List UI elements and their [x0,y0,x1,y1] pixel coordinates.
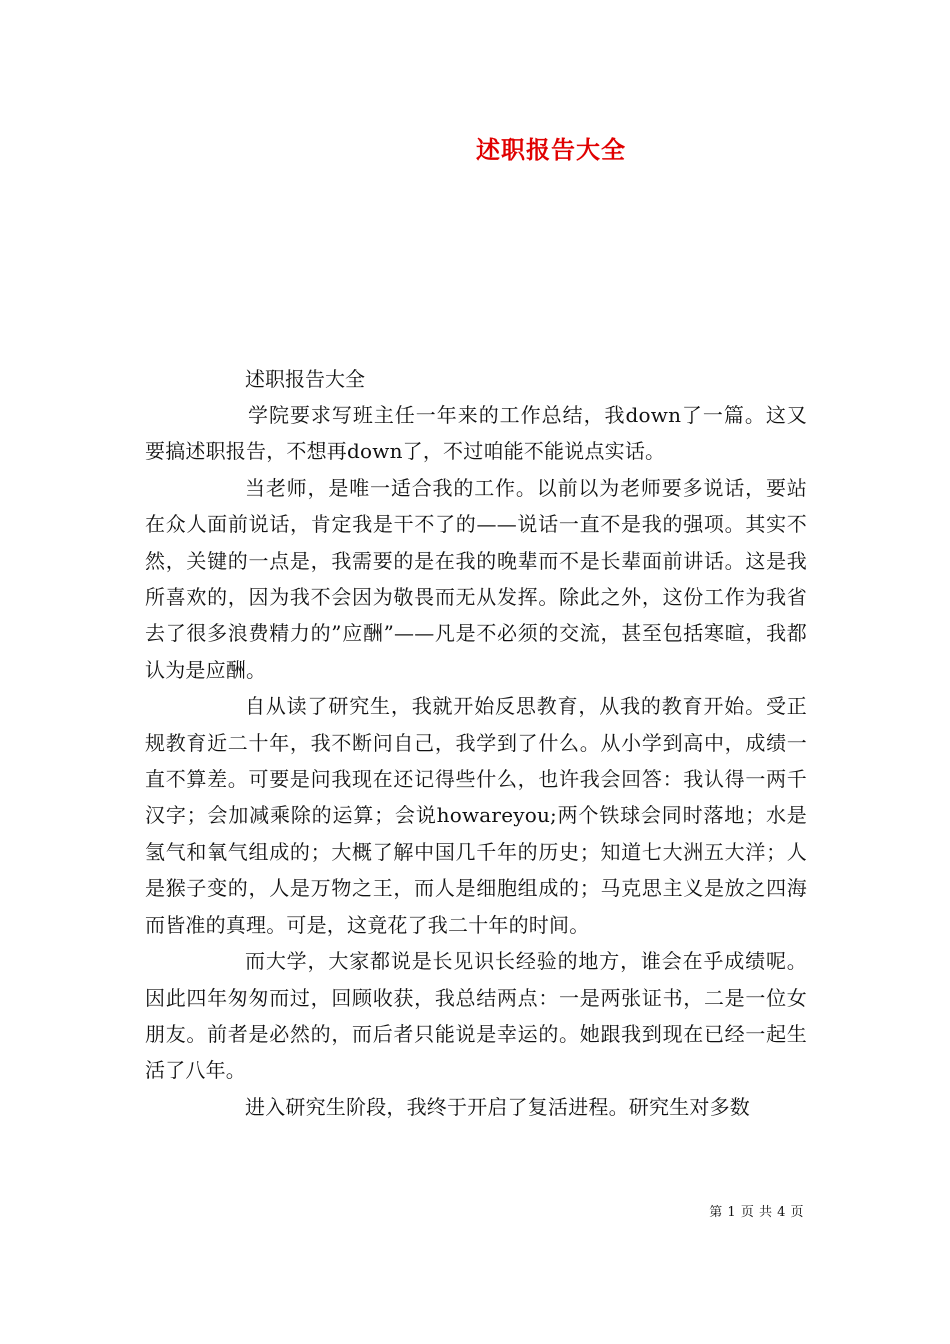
paragraph: 而大学，大家都说是长见识长经验的地方，谁会在乎成绩呢。因此四年匆匆而过，回顾收获，我总结两点：一是两张证书，二是一位女朋友。前者是必然的，而后者只能说是幸运的。她跟我到现在已经一起生活了八年。 [145,949,807,1083]
paragraph: 学院要求写班主任一年来的工作总结，我down了一篇。这又要搞述职报告，不想再down了，不过咱能不能说点实话。 [145,403,807,464]
paragraph: 当老师，是唯一适合我的工作。以前以为老师要多说话，要站在众人面前说话，肯定我是干不了的——说话一直不是我的强项。其实不然，关键的一点是，我需要的是在我的晚辈而不是长辈面前讲话。这是我所喜欢的，因为我不会因为敬畏而无从发挥。除此之外，这份工作为我省去了很多浪费精力的”应酬”——凡是不必须的交流，甚至包括寒暄，我都认为是应酬。 [145,475,807,682]
page-number-footer: 第 1 页 共 4 页 [709,1205,804,1220]
paragraph: 进入研究生阶段，我终于开启了复活进程。研究生对多数 [245,1094,750,1119]
document-subtitle: 述职报告大全 [245,367,365,391]
document-body [145,361,807,1125]
paragraph: 自从读了研究生，我就开始反思教育，从我的教育开始。受正规教育近二十年，我不断问自己，我学到了什么。从小学到高中，成绩一直不算差。可要是问我现在还记得些什么，也许我会回答：我认得一两千汉字；会加减乘除的运算；会说howareyou;两个铁球会同时落地；水是氢气和氧气组成的；大概了解中国几千年的历史；知道七大洲五大洋；人是猴子变的，人是万物之王，而人是细胞组成的；马克思主义是放之四海而皆准的真理。可是，这竟花了我二十年的时间。 [145,694,807,937]
document-title: 述职报告大全 [476,135,626,164]
